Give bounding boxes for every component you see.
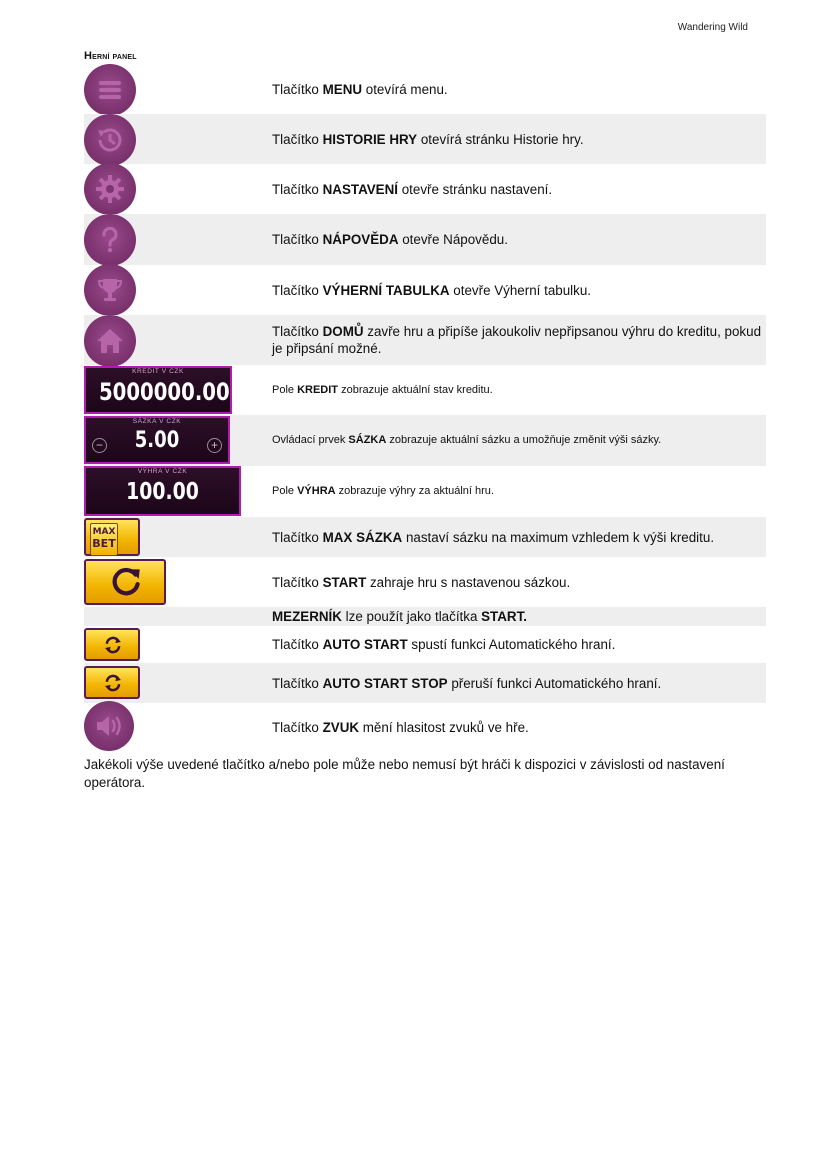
button-table <box>84 64 766 751</box>
sound-icon[interactable] <box>84 701 134 751</box>
bet-value: 5.00 <box>134 428 180 453</box>
bet-increase-button[interactable]: + <box>207 438 222 453</box>
row-description: Tlačítko NÁPOVĚDA otevře Nápovědu. <box>272 232 508 247</box>
row-description: Tlačítko NASTAVENÍ otevře stránku nastavení. <box>272 181 553 197</box>
section-title <box>84 50 137 62</box>
table-row <box>84 703 766 751</box>
table-row <box>84 415 766 466</box>
row-description: Tlačítko MAX SÁZKA nastaví sázku na maximum vzhledem k výši kreditu. <box>272 529 715 545</box>
gear-icon[interactable] <box>84 163 136 215</box>
table-row <box>84 164 766 214</box>
bet-panel[interactable] <box>84 416 230 464</box>
document-title: Wandering Wild <box>677 22 748 33</box>
win-panel <box>84 466 241 516</box>
max-bet-line2: BET <box>92 537 116 550</box>
table-row <box>84 626 766 663</box>
autostart-stop-icon[interactable] <box>84 666 140 699</box>
row-description: Tlačítko HISTORIE HRY otevírá stránku Historie hry. <box>272 131 584 147</box>
trophy-icon[interactable] <box>84 264 136 316</box>
table-row <box>84 114 766 164</box>
history-icon[interactable] <box>84 114 136 166</box>
bet-label: SÁZKA V CZK <box>132 418 182 425</box>
credit-label: KREDIT V CZK <box>132 368 184 375</box>
credit-value: 5000000.00 <box>98 378 230 406</box>
table-row <box>84 663 766 703</box>
menu-icon[interactable] <box>84 64 136 116</box>
table-row <box>84 315 766 365</box>
table-row <box>84 214 766 265</box>
table-row <box>84 607 766 626</box>
max-bet-icon[interactable] <box>84 518 140 556</box>
table-row <box>84 517 766 557</box>
max-bet-line1: MAX <box>92 527 116 537</box>
bet-decrease-button[interactable]: − <box>92 438 107 453</box>
row-description: MEZERNÍK lze použít jako tlačítka START. <box>272 609 527 624</box>
table-row <box>84 365 766 415</box>
section-title-rest: erní panel <box>92 51 137 62</box>
row-description: Pole VÝHRA zobrazuje výhry za aktuální hru. <box>272 485 494 497</box>
row-description: Tlačítko VÝHERNÍ TABULKA otevře Výherní tabulku. <box>272 282 592 298</box>
table-row <box>84 557 766 607</box>
win-label: VÝHRA V CZK <box>137 468 188 475</box>
row-description: Pole KREDIT zobrazuje aktuální stav kreditu. <box>272 383 493 396</box>
row-description: Tlačítko AUTO START STOP přeruší funkci Automatického hraní. <box>272 675 662 691</box>
table-row <box>84 64 766 114</box>
row-description: Tlačítko DOMŮ zavře hru a připíše jakoukoliv nepřipsanou výhru do kreditu, pokud je připsání možné. <box>272 324 762 356</box>
credit-panel <box>84 366 232 414</box>
table-row <box>84 265 766 315</box>
section-title-cap: H <box>84 50 93 62</box>
autostart-icon[interactable] <box>84 628 140 661</box>
table-row <box>84 466 766 517</box>
footer-note: Jakékoli výše uvedené tlačítko a/nebo pole může nebo nemusí být hráči k dispozici v závislosti od nastavení operátora. <box>84 757 725 790</box>
row-description: Tlačítko AUTO START spustí funkci Automatického hraní. <box>272 637 616 652</box>
start-icon[interactable] <box>84 559 166 605</box>
row-description: Tlačítko START zahraje hru s nastavenou sázkou. <box>272 574 571 590</box>
win-value: 100.00 <box>126 479 199 505</box>
home-icon[interactable] <box>84 315 136 367</box>
question-icon[interactable] <box>84 214 136 266</box>
row-description: Tlačítko MENU otevírá menu. <box>272 81 448 97</box>
row-description: Tlačítko ZVUK mění hlasitost zvuků ve hře. <box>272 719 529 735</box>
row-description: Ovládací prvek SÁZKA zobrazuje aktuální sázku a umožňuje změnit výši sázky. <box>272 434 662 446</box>
